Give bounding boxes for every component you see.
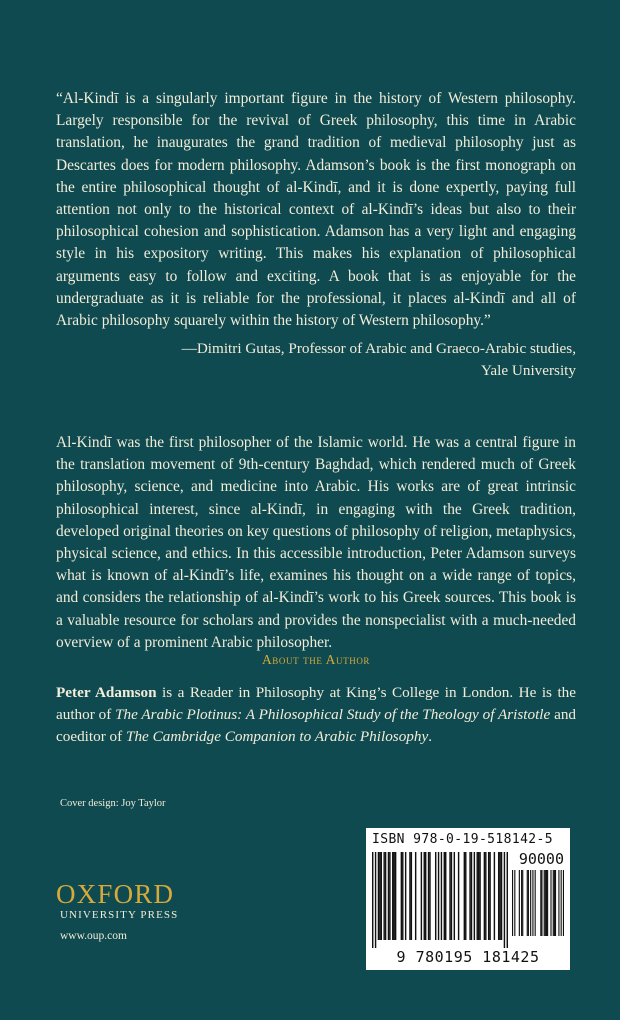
barcode-bar: [385, 852, 386, 940]
barcode-bar: [479, 852, 480, 940]
addon-barcode-bars: [512, 870, 564, 944]
barcode-bar: [535, 870, 536, 936]
barcode-bar: [445, 852, 446, 940]
publisher-name: OXFORD: [56, 879, 175, 909]
barcode-bar: [381, 852, 382, 940]
barcode-bar: [471, 852, 472, 940]
barcode-bar: [558, 870, 559, 936]
bio-text-2: and coeditor of: [56, 706, 577, 746]
price-code: 90000: [518, 850, 564, 868]
barcode-bar: [435, 852, 436, 940]
ean-left-digits: 780195: [415, 948, 473, 966]
endorsement-quote: “Al-Kindī is a singularly important figure in the history of Western philosophy. Largely responsible for the revival of Greek philosophy, this time in Arabic translation, he inaugurates the grand tradition of medieval philosophy just as Descartes does for modern philosophy. Adamson’s book is the first monograph on the entire philosophical thought of al-Kindī, and it is done expertly, paying full attention not only to the historical context of al-Kindī’s ideas but also to their philosophical cohesion and sophistication. Adamson has a very light and engaging style in his expository writing. This makes his explanation of philosophical arguments easy to follow and exciting. A book that is as enjoyable for the undergraduate as it is reliable for the professional, it places al-Kindī and all of Arabic philosophy squarely within the history of Western philosophy.”: [56, 90, 576, 330]
barcode-bar: [474, 852, 475, 940]
barcode-bar: [501, 852, 502, 940]
barcode-bar: [544, 870, 545, 936]
book-title-2: The Cambridge Companion to Arabic Philosophy: [126, 728, 429, 746]
barcode-bar: [438, 852, 439, 940]
ean-barcode-bars: [372, 852, 508, 948]
barcode-bar: [372, 852, 373, 948]
barcode-bar: [389, 852, 390, 940]
barcode-bar: [484, 852, 485, 940]
barcode-bar: [514, 870, 515, 936]
barcode-bar: [411, 852, 412, 940]
barcode-bar: [504, 852, 505, 948]
endorsement-attribution: [116, 338, 576, 382]
barcode-bar: [388, 852, 389, 940]
barcode-bar: [477, 852, 478, 940]
barcode-bar: [494, 852, 495, 940]
attribution-line-1: —Dimitri Gutas, Professor of Arabic and Graeco-Arabic studies,: [181, 340, 576, 357]
barcode-bar: [541, 870, 542, 936]
isbn-label: ISBN 978-0-19-518142-5: [372, 832, 553, 847]
isbn-barcode: [366, 828, 570, 970]
barcode-bar: [554, 870, 555, 936]
barcode-bar: [553, 870, 554, 936]
barcode-bar: [428, 852, 429, 940]
barcode-bar: [393, 852, 394, 940]
barcode-bar: [546, 870, 547, 936]
barcode-bar: [401, 852, 402, 940]
ean-digits: [366, 948, 570, 966]
barcode-bar: [485, 852, 486, 940]
barcode-bar: [375, 852, 376, 948]
barcode-bar: [469, 852, 470, 940]
barcode-bar: [498, 852, 499, 940]
barcode-bar: [563, 870, 564, 936]
barcode-bar: [488, 852, 489, 940]
author-name: Peter Adamson: [56, 684, 157, 701]
barcode-bar: [409, 852, 410, 940]
barcode-bar: [547, 870, 548, 936]
publisher-subname: UNIVERSITY PRESS: [60, 909, 179, 921]
barcode-bar: [512, 870, 513, 936]
barcode-bar: [550, 870, 551, 936]
barcode-bar: [519, 870, 520, 936]
ean-first-digit: 9: [396, 948, 407, 966]
barcode-bar: [528, 870, 529, 936]
author-bio: [56, 682, 576, 749]
barcode-bar: [530, 870, 531, 936]
barcode-bar: [454, 852, 455, 940]
barcode-bar: [555, 870, 556, 936]
barcode-bar: [521, 870, 522, 936]
barcode-bar: [465, 852, 466, 940]
ean-right-digits: 181425: [482, 948, 540, 966]
barcode-bar: [489, 852, 490, 940]
barcode-bar: [532, 870, 533, 936]
barcode-bar: [444, 852, 445, 940]
barcode-bar: [507, 852, 508, 948]
barcode-bar: [383, 852, 384, 940]
barcode-bar: [424, 852, 425, 940]
barcode-bar: [499, 852, 500, 940]
barcode-bar: [415, 852, 416, 940]
barcode-bar: [458, 852, 459, 940]
barcode-bar: [392, 852, 393, 940]
barcode-bar: [464, 852, 465, 940]
barcode-bar: [540, 870, 541, 936]
barcode-bar: [522, 870, 523, 936]
barcode-bar: [449, 852, 450, 940]
barcode-bar: [527, 870, 528, 936]
barcode-bar: [478, 852, 479, 940]
bio-text-1: is a Reader in Philosophy at King’s College in London. He is the author of: [56, 684, 577, 724]
book-description: Al-Kindī was the first philosopher of the Islamic world. He was a central figure in the translation movement of 9th-century Baghdad, which rendered much of Greek philosophy, science, and medicine into Arabic. His works are of great intrinsic philosophical interest, since al-Kindī, in engaging with the Greek tradition, developed original theories on key questions of philosophy of religion, metaphysics, physical science, and ethics. In this accessible introduction, Peter Adamson surveys what is known of al-Kindī’s life, examines his thought on a wide range of topics, and considers the relationship of al-Kindī’s work to his Greek sources. This book is a valuable resource for scholars and provides the nonspecialist with a much-needed overview of a prominent Arabic philosopher.: [56, 434, 576, 651]
barcode-bar: [441, 852, 442, 940]
barcode-bar: [395, 852, 396, 940]
publisher-website: www.oup.com: [60, 930, 127, 942]
barcode-bar: [402, 852, 403, 940]
bio-text-3: .: [428, 728, 433, 746]
barcode-bar: [379, 852, 380, 940]
barcode-bar: [545, 870, 546, 936]
barcode-bar: [405, 852, 406, 940]
barcode-bar: [421, 852, 422, 940]
publisher-logo: [56, 880, 206, 922]
book-title-1: The Arabic Plotinus: A Philosophical Study of the Theology of Aristotle: [115, 706, 551, 724]
barcode-bar: [561, 870, 562, 936]
barcode-bar: [429, 852, 430, 940]
about-author-heading: About the Author: [261, 652, 371, 667]
barcode-bar: [425, 852, 426, 940]
attribution-line-2: Yale University: [480, 362, 576, 379]
barcode-bar: [451, 852, 452, 940]
cover-design-credit: Cover design: Joy Taylor: [60, 798, 166, 809]
barcode-bar: [378, 852, 379, 940]
